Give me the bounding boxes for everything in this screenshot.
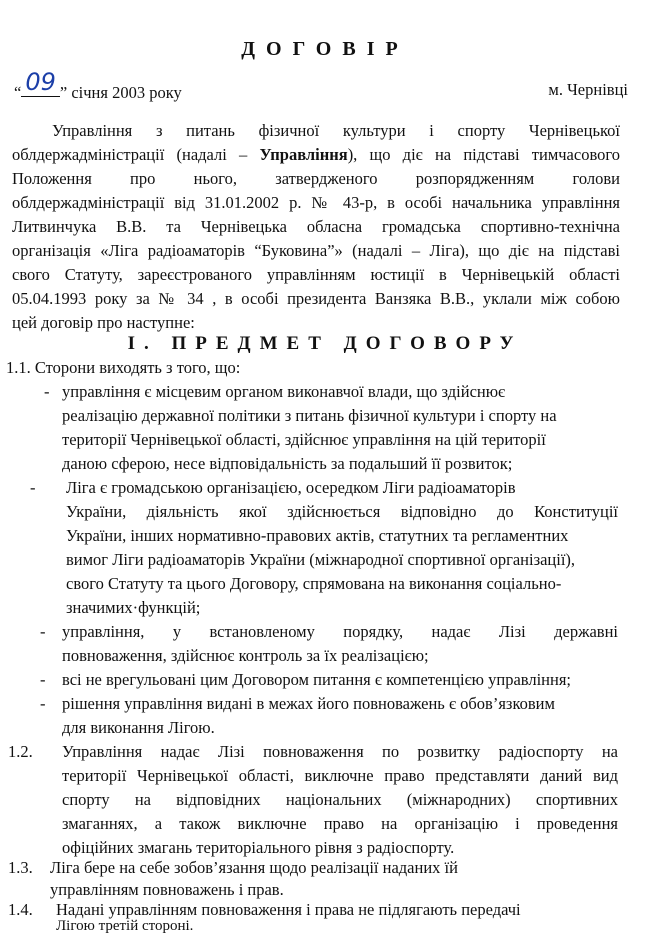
- clause-1-4-line-1: Надані управлінням повноваження і права не підлягають передачі: [56, 900, 521, 919]
- date-month-year: січня 2003 року: [71, 83, 182, 102]
- clause-1-4-line-2: Лігою третій стороні.: [56, 918, 194, 934]
- bullet-2-mark: -: [30, 478, 36, 497]
- bold-upravlinnia: Управління: [259, 145, 348, 164]
- bullet-2-line-4: вимог Ліги радіоаматорів України (міжнародної спортивної організації),: [66, 550, 576, 569]
- bullet-4-line-1: всі не врегульовані цим Договором питання є компетенцією управління;: [62, 670, 572, 689]
- clause-1-3-line-1: Ліга бере на себе зобов’язання щодо реалізації наданих їй: [50, 858, 458, 877]
- clause-1-1: 1.1. Сторони виходять з того, що:: [6, 358, 241, 377]
- bullet-1-line-3: території Чернівецької області, здійснює управління на цій території: [62, 430, 546, 449]
- bullet-1-mark: -: [44, 382, 50, 401]
- bullet-3-line-1: управління, у встановленому порядку, надає Лізі державні: [62, 622, 618, 641]
- intro-line-4: облдержадміністрації від 31.01.2002 р. № 43-р, в особі начальника управління: [12, 193, 620, 212]
- clause-1-4-number: 1.4.: [8, 900, 33, 919]
- clause-1-2-number: 1.2.: [8, 742, 33, 761]
- clause-1-2-line-4: змаганнях, а також виключне право на організацію і проведення: [62, 814, 618, 833]
- handwritten-day: 09: [21, 68, 60, 97]
- bullet-4-mark: -: [40, 670, 46, 689]
- clause-1-2-line-3: спорту на відповідних національних (міжнародних) спортивних: [62, 790, 618, 809]
- bullet-2-line-1: Ліга є громадською організацією, осередком Ліги радіоаматорів: [66, 478, 516, 497]
- clause-1-3-number: 1.3.: [8, 858, 33, 877]
- clause-1-2-line-5: офіційних змагань територіального рівня з радіоспорту.: [62, 838, 455, 857]
- date-line: [14, 68, 182, 104]
- bullet-5-line-2: для виконання Лігою.: [62, 718, 215, 737]
- bullet-5-mark: -: [40, 694, 46, 713]
- intro-line-9: цей договір про наступне:: [12, 313, 195, 332]
- quote-close: ”: [59, 83, 68, 102]
- bullet-5-line-1: рішення управління видані в межах його повноважень є обов’язковим: [62, 694, 555, 713]
- intro-line-1: Управління з питань фізичної культури і спорту Чернівецької: [52, 121, 620, 140]
- city: м. Чернівці: [548, 80, 628, 99]
- bullet-1-line-4: даною сферою, несе відповідальність за подальший її розвиток;: [62, 454, 513, 473]
- quote-open: “: [14, 83, 22, 102]
- bullet-3-line-2: повноваження, здійснює контроль за їх реалізацією;: [62, 646, 429, 665]
- clause-1-2-line-2: території Чернівецької області, виключне право представляти даний вид: [62, 766, 618, 785]
- clause-1-2-line-1: Управління надає Лізі повноваження по розвитку радіоспорту на: [62, 742, 618, 761]
- intro-line-8: 05.04.1993 року за № 34 , в особі президента Ванзяка В.В., уклали між собою: [12, 289, 620, 308]
- bullet-1-line-2: реалізацію державної політики з питань фізичної культури і спорту на: [62, 406, 557, 425]
- intro-line-6: організація «Ліга радіоаматорів “Буковина”» (надалі – Ліга), що діє на підставі: [12, 241, 620, 260]
- intro-line-5: Литвинчука В.В. та Чернівецька обласна громадська спортивно-технічна: [12, 217, 620, 236]
- bullet-3-mark: -: [40, 622, 46, 641]
- bullet-2-line-2: України, діяльність якої здійснюється відповідно до Конституції: [66, 502, 618, 521]
- clause-1-3-line-2: управлінням повноважень і прав.: [50, 880, 284, 899]
- bullet-2-line-5: свого Статуту та цього Договору, спрямована на виконання соціально-: [66, 574, 562, 593]
- bullet-2-line-3: України, інших нормативно-правових актів, статутних та регламентних: [66, 526, 569, 545]
- bullet-1-line-1: управління є місцевим органом виконавчої влади, що здійснює: [62, 382, 506, 401]
- intro-line-7: свого Статуту, зареєстрованого управлінням юстиції в Чернівецькій області: [12, 265, 620, 284]
- document-title: ДОГОВІР: [241, 38, 409, 60]
- intro-line-2: облдержадміністрації (надалі – Управління), що діє на підставі тимчасового: [12, 145, 620, 164]
- bullet-2-line-6: значимих·функцій;: [66, 598, 201, 617]
- section-1-title: I. ПРЕДМЕТ ДОГОВОРУ: [127, 333, 523, 354]
- intro-line-3: Положення про нього, затвердженого розпорядженням голови: [12, 169, 620, 188]
